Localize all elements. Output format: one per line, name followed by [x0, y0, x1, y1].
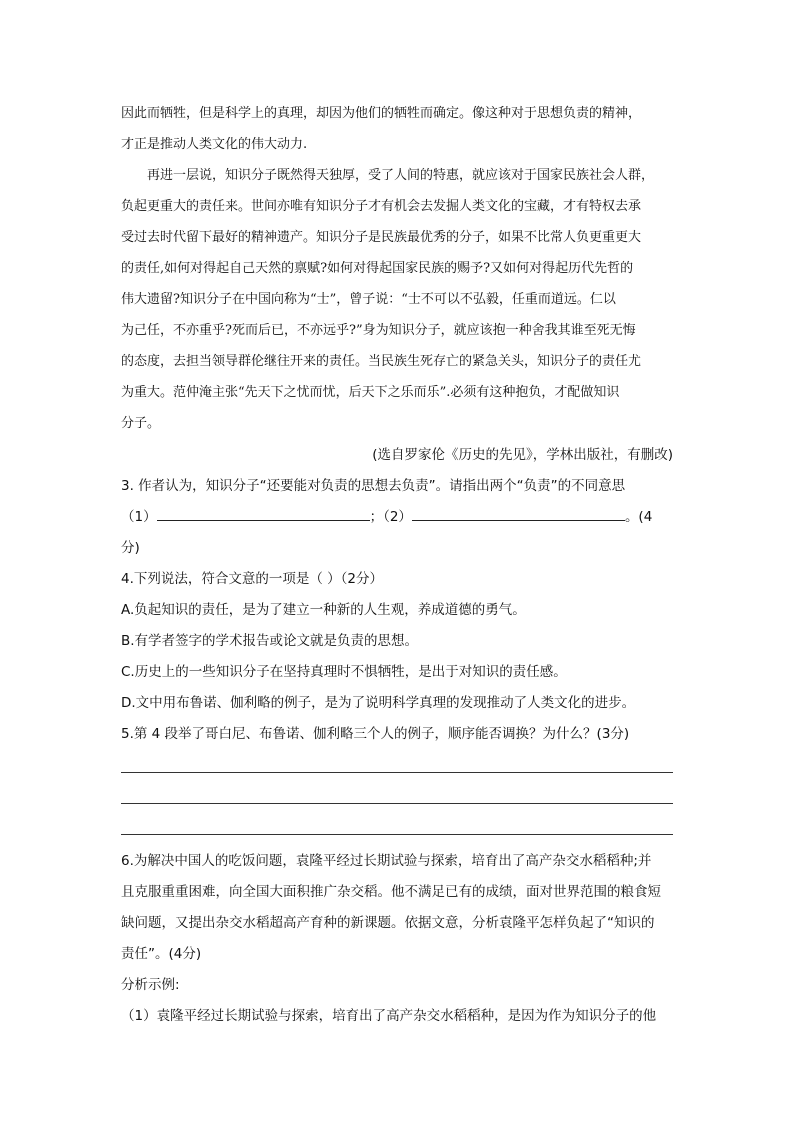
answer-blank-1[interactable] [157, 506, 370, 521]
text-line: 负起更重大的责任来。世间亦唯有知识分子才有机会去发掘人类文化的宝藏，才有特权去承 [121, 199, 642, 214]
text-line: 伟大遗留?知识分子在中国向称为“士”，曾子说：“士不可以不弘毅，任重而道远。仁以 [121, 292, 616, 307]
question-3-tail: 。(4 [624, 509, 653, 525]
text-line: 的态度，去担当领导群伦继往开来的责任。当民族生死存亡的紧急关头，知识分子的责任尤 [121, 354, 642, 369]
question-4-stem: 4.下列说法，符合文意的一项是（ ）（2分） [121, 571, 384, 587]
question-3-stem: 3. 作者认为，知识分子“还要能对负责的思想去负责”。请指出两个“负责”的不同意思 [121, 478, 626, 494]
text-line: 的责任,如何对得起自己天然的禀赋?如何对得起国家民族的赐予?又如何对得起历代先哲的 [121, 261, 634, 276]
passage-paragraph-1 [121, 98, 673, 160]
text-line: 因此而牺牲，但是科学上的真理，却因为他们的牺牲而确定。像这种对于思想负责的精神， [121, 106, 642, 121]
answer-line[interactable] [121, 772, 673, 773]
text-line: 且克服重重困难，向全国大面积推广杂交稻。他不满足已有的成绩，面对世界范围的粮食短 [121, 884, 661, 900]
text-line: 为重大。范仲淹主张“先天下之忧而忧，后天下之乐而乐”.必须有这种抱负，才配做知识 [121, 385, 620, 400]
text-line: 为己任，不亦重乎?死而后已，不亦远乎?”身为知识分子，就应该抱一种舍我其谁至死无悔 [121, 323, 636, 338]
option-d[interactable]: D.文中用布鲁诺、伽利略的例子，是为了说明科学真理的发现推动了人类文化的进步。 [121, 695, 636, 711]
blank-separator: ；（2） [369, 509, 412, 525]
text-line: 6.为解决中国人的吃饭问题，袁隆平经过长期试验与探索，培育出了高产杂交水稻稻种;并 [121, 853, 652, 869]
example-label: 分析示例: [121, 977, 180, 993]
source-citation: (选自罗家伦《历史的先见》，学林出版社，有删改) [372, 447, 673, 463]
text-line: 分子。 [121, 416, 161, 431]
question-5 [121, 719, 673, 750]
blank-1-label: （1） [121, 509, 157, 525]
answer-line[interactable] [121, 803, 673, 804]
text-line: 缺问题，又提出杂交水稻超高产育种的新课题。依据文意，分析袁隆平怎样负起了“知识的 [121, 915, 655, 931]
passage-paragraph-2 [121, 160, 673, 439]
option-a[interactable]: A.负起知识的责任，是为了建立一种新的人生观，养成道德的勇气。 [121, 602, 526, 618]
question-3-score: 分) [121, 540, 140, 556]
text-line: 才正是推动人类文化的伟大动力. [121, 137, 308, 152]
question-5-stem: 5.第 4 段举了哥白尼、布鲁诺、伽利略三个人的例子，顺序能否调换？为什么？(3分) [121, 726, 630, 742]
question-4 [121, 564, 673, 719]
answer-line[interactable] [121, 834, 673, 835]
answer-blank-2[interactable] [412, 506, 625, 521]
question-3 [121, 471, 673, 564]
option-b[interactable]: B.有学者签字的学术报告或论文就是负责的思想。 [121, 633, 419, 649]
question-6 [121, 846, 673, 1032]
text-line: 再进一层说，知识分子既然得天独厚，受了人间的特惠，就应该对于国家民族社会人群， [147, 168, 655, 183]
option-c[interactable]: C.历史上的一些知识分子在坚持真理时不惧牺牲，是出于对知识的责任感。 [121, 664, 567, 680]
text-line: 责任”。(4分) [121, 946, 202, 962]
question-3-blanks [121, 502, 673, 533]
example-text: （1）袁隆平经过长期试验与探索，培育出了高产杂交水稻稻种，是因为作为知识分子的他 [121, 1008, 657, 1024]
text-line: 受过去时代留下最好的精神遗产。知识分子是民族最优秀的分子，如果不比常人负更重更大 [121, 230, 642, 245]
